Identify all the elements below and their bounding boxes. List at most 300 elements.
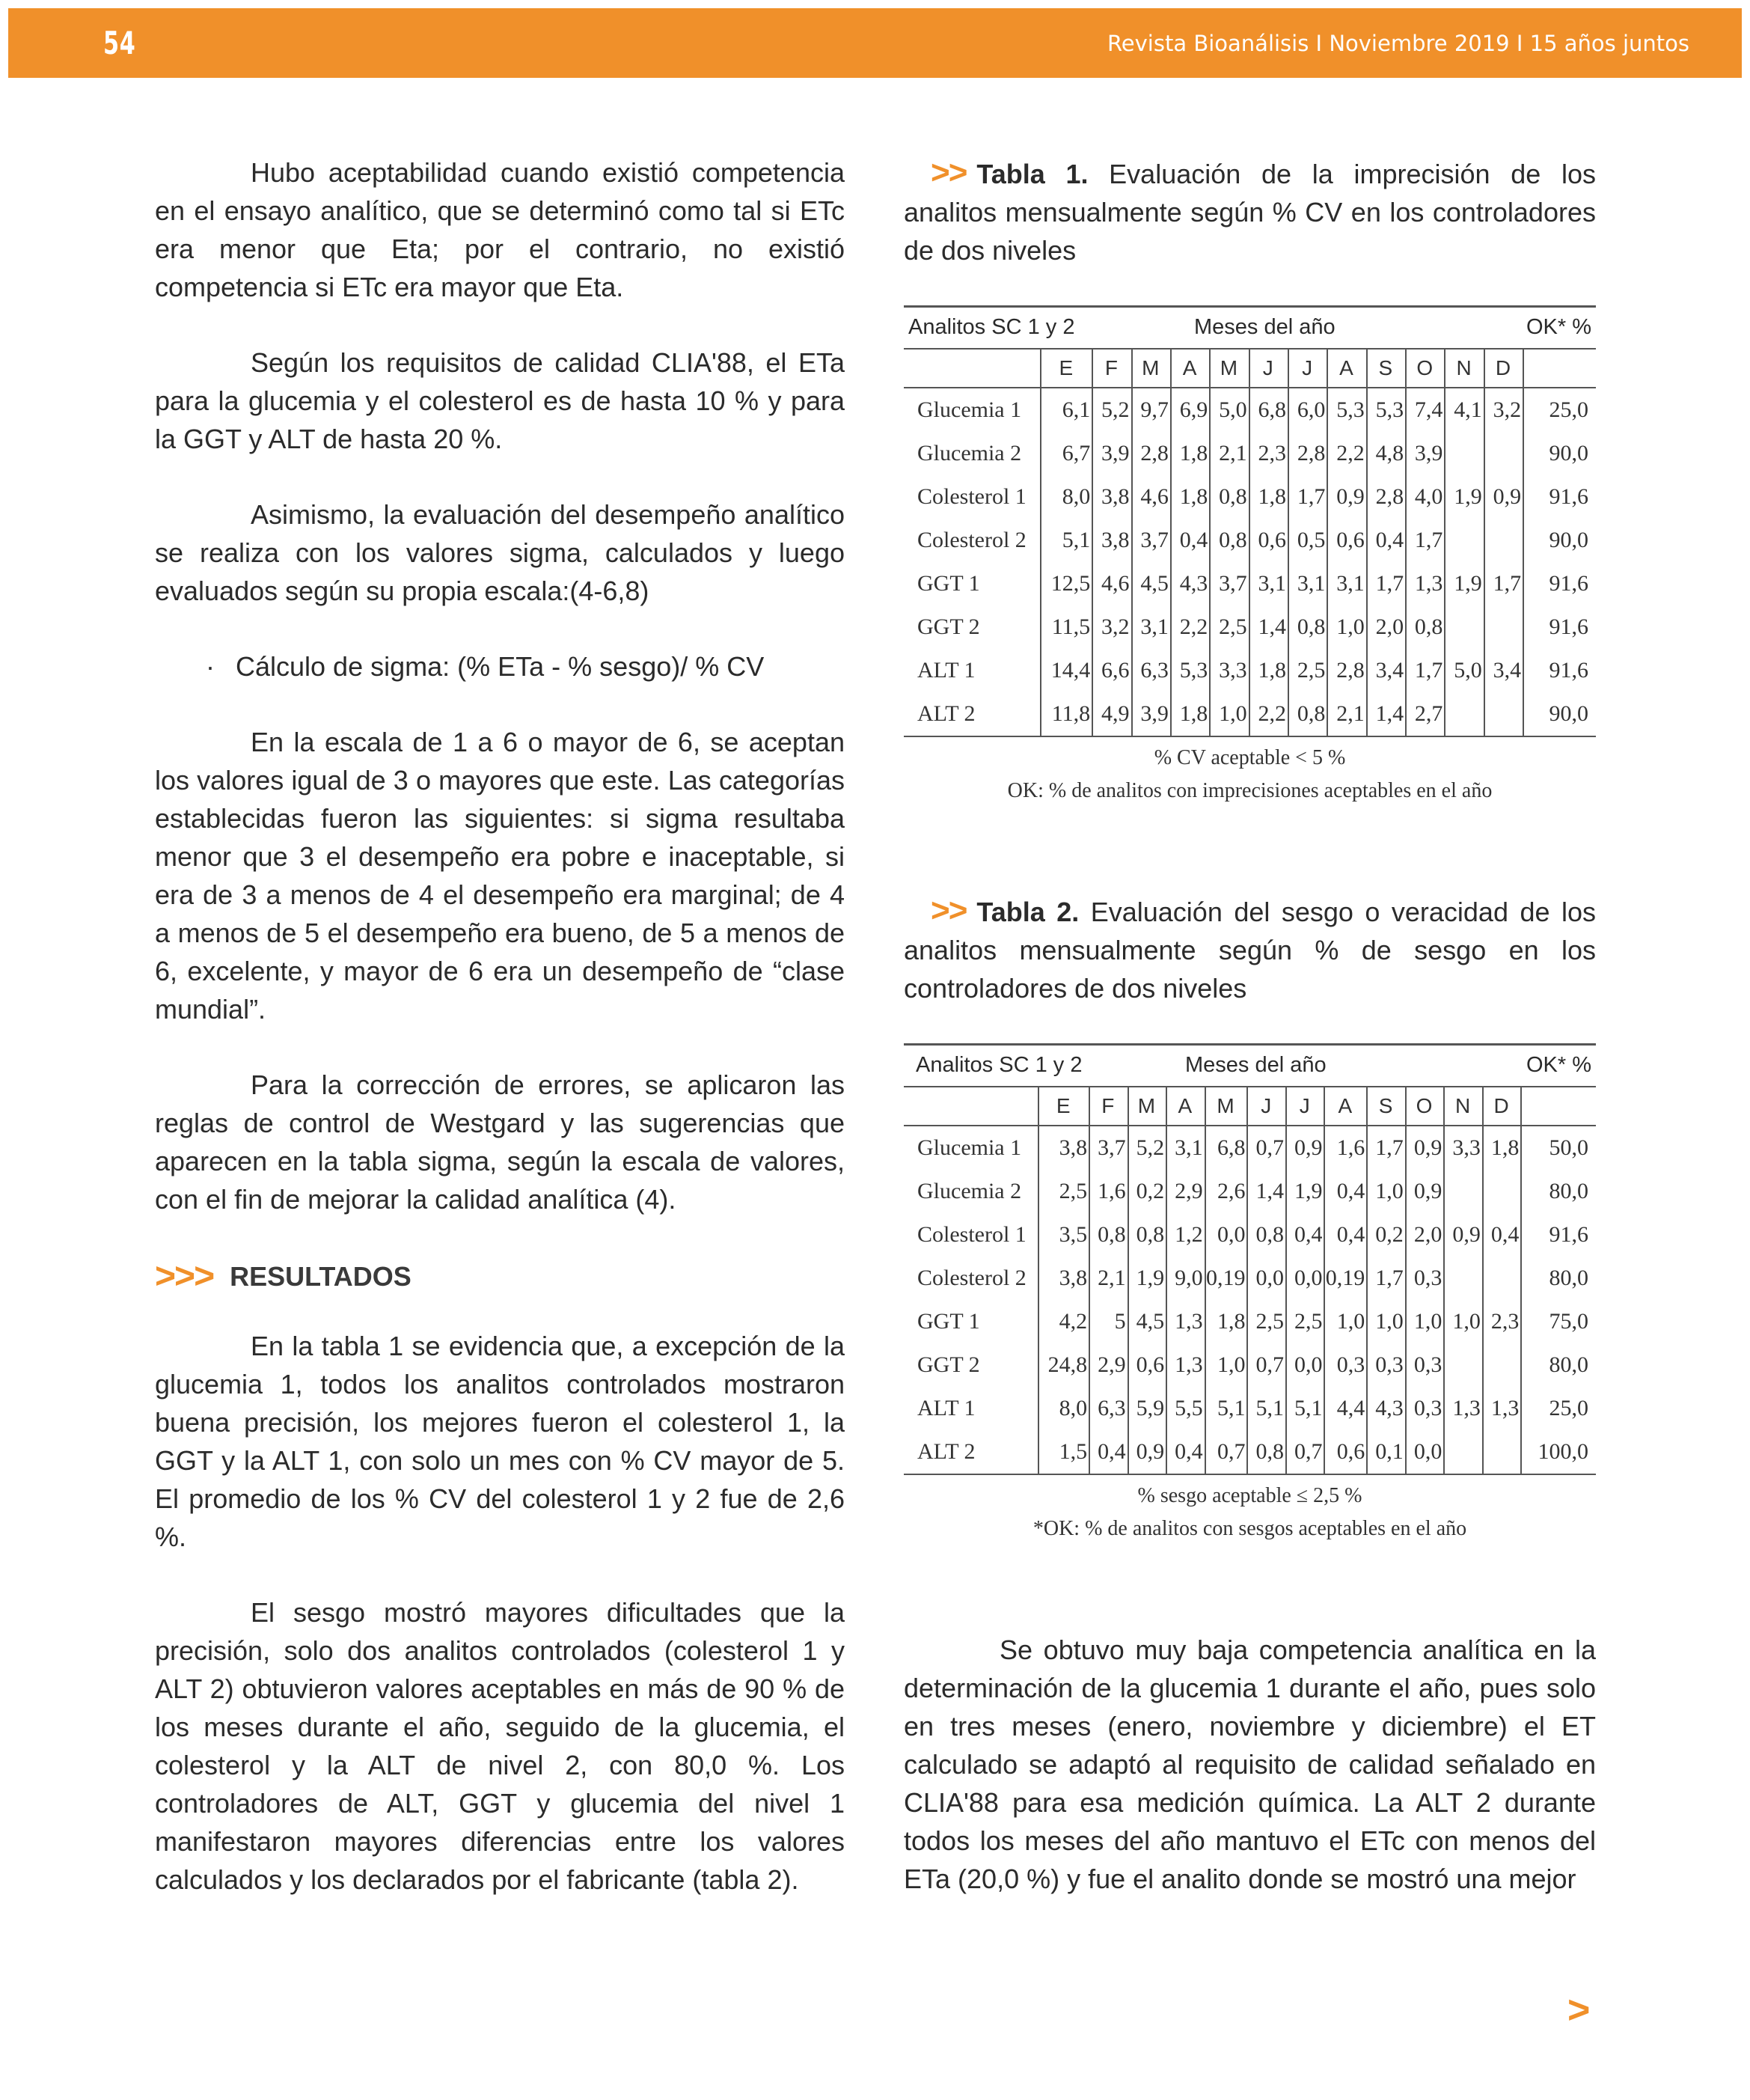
analyte-name: Colesterol 2 [917,1266,1027,1290]
month-value: 1,0 [1367,1300,1406,1343]
month-value [1484,692,1523,736]
month-value: 6,8 [1205,1126,1248,1170]
month-value: 1,2 [1166,1213,1205,1257]
month-value: 0,6 [1249,519,1288,562]
month-value: 1,0 [1406,1300,1445,1343]
month-header: E [1041,349,1092,388]
month-value: 1,7 [1406,519,1445,562]
month-value: 2,3 [1249,432,1288,475]
month-value: 5,0 [1210,388,1249,432]
month-value: 0,8 [1210,519,1249,562]
month-value: 5,9 [1128,1387,1167,1430]
ok-header-spacer [1523,349,1596,388]
month-value: 3,8 [1092,519,1131,562]
month-value: 5,1 [1286,1387,1325,1430]
right-column [904,153,1596,1935]
table1-caption-text: Evaluación de la imprecisión de los analitos mensualmente según % CV en los controladores de dos niveles [904,159,1596,266]
month-value: 5,1 [1205,1387,1248,1430]
bullet-dot: · [206,651,215,682]
month-value: 4,3 [1367,1387,1406,1430]
month-value: 0,1 [1367,1430,1406,1474]
month-value: 5,0 [1445,649,1484,692]
col-meses: Meses del año [1185,1053,1327,1077]
month-value: 1,8 [1171,475,1210,519]
paragraph: Según los requisitos de calidad CLIA'88, el ETa para la glucemia y el colesterol es de hasta 10 % y para la GGT y ALT de hasta 20 %. [155,347,845,454]
month-value: 5,3 [1171,649,1210,692]
month-header: M [1132,349,1171,388]
month-value: 6,9 [1171,388,1210,432]
section-arrows-icon: >>> [155,1257,214,1296]
month-value: 1,7 [1484,562,1523,605]
month-value: 0,4 [1089,1430,1128,1474]
analyte-name: GGT 2 [917,614,980,639]
month-value: 1,6 [1089,1170,1128,1213]
month-value: 14,4 [1041,649,1092,692]
ok-percent: 100,0 [1521,1430,1596,1474]
month-value: 6,7 [1041,432,1092,475]
table-row [904,605,1596,649]
month-value: 0,8 [1406,605,1445,649]
month-value: 5,3 [1367,388,1406,432]
month-value [1484,519,1523,562]
month-value: 6,6 [1092,649,1131,692]
month-value [1484,432,1523,475]
month-value: 1,0 [1324,1300,1367,1343]
table-row [904,1257,1596,1300]
month-value: 0,9 [1444,1213,1483,1257]
month-value: 0,0 [1406,1430,1445,1474]
month-header: J [1247,1087,1286,1126]
table1-note-cv: % CV aceptable < 5 % [1154,746,1346,769]
table-row [904,1343,1596,1387]
col-analitos: Analitos SC 1 y 2 [916,1053,1083,1077]
month-value: 1,3 [1166,1343,1205,1387]
month-header: D [1483,1087,1522,1126]
month-value: 3,8 [1038,1257,1089,1300]
month-value: 5,5 [1166,1387,1205,1430]
month-header: M [1205,1087,1248,1126]
table1 [904,305,1596,803]
month-value: 1,8 [1171,432,1210,475]
month-value: 3,7 [1089,1126,1128,1170]
month-value: 3,4 [1367,649,1406,692]
table-row [904,649,1596,692]
analyte-name: Glucemia 2 [917,1179,1022,1203]
section-title: RESULTADOS [230,1260,412,1292]
month-value: 0,4 [1483,1213,1522,1257]
col-ok: OK* % [1526,315,1591,339]
month-value: 4,6 [1092,562,1131,605]
month-value [1445,692,1484,736]
month-value: 0,0 [1205,1213,1248,1257]
ok-percent: 91,6 [1523,649,1596,692]
analyte-name: GGT 2 [917,1352,980,1377]
table1-caption [904,153,1596,269]
month-value: 3,1 [1249,562,1288,605]
ok-percent: 75,0 [1521,1300,1596,1343]
ok-percent: 80,0 [1521,1170,1596,1213]
month-value: 0,0 [1286,1257,1325,1300]
month-value: 2,2 [1249,692,1288,736]
month-header: A [1327,349,1366,388]
month-value [1445,519,1484,562]
month-value: 6,1 [1041,388,1092,432]
month-value: 4,6 [1132,475,1171,519]
month-header: M [1210,349,1249,388]
paragraph: El sesgo mostró mayores dificultades que la precisión, solo dos analitos controlados (colesterol 1 y ALT 2) obtuvieron valores aceptables en más de 90 % de los meses durante el año, seguido de la glucemia, el colesterol y la ALT de nivel 2, con 80,0 %. Los controladores de ALT, GGT y glucemia del nivel 1 manifestaron mayores diferencias entre los valores calculados y los declarados por el fabricante (tabla 2). [155,1597,845,1895]
col-ok: OK* % [1526,1053,1591,1077]
caption-arrows-icon: >> [931,154,967,191]
month-value: 0,7 [1286,1430,1325,1474]
analyte-name: ALT 2 [904,692,1041,736]
month-value: 0,9 [1406,1170,1445,1213]
month-value: 2,8 [1132,432,1171,475]
table-row [904,1213,1596,1257]
ok-percent: 91,6 [1523,475,1596,519]
month-value: 3,1 [1288,562,1327,605]
month-value [1444,1257,1483,1300]
table1-grid [904,348,1596,737]
month-value: 2,2 [1171,605,1210,649]
analyte-name: Colesterol 1 [917,484,1027,509]
month-value: 2,0 [1406,1213,1445,1257]
month-value: 0,9 [1406,1126,1445,1170]
analyte-name: Colesterol 2 [917,528,1027,552]
table2-caption [904,891,1596,1007]
month-value [1483,1170,1522,1213]
month-value: 2,5 [1038,1170,1089,1213]
month-value: 9,0 [1166,1257,1205,1300]
month-header: E [1038,1087,1089,1126]
month-header: O [1406,349,1445,388]
month-value: 1,9 [1128,1257,1167,1300]
month-value: 1,4 [1247,1170,1286,1213]
page-number: 54 [103,25,136,61]
month-value: 0,9 [1484,475,1523,519]
month-value: 5 [1089,1300,1128,1343]
month-value: 0,0 [1247,1257,1286,1300]
month-header: N [1444,1087,1483,1126]
month-value: 0,8 [1247,1213,1286,1257]
month-value: 0,3 [1324,1343,1367,1387]
month-value: 6,3 [1132,649,1171,692]
analyte-name: Glucemia 2 [917,441,1022,466]
analyte-name: ALT 2 [904,1430,1038,1474]
journal-title: Revista Bioanálisis I Noviembre 2019 I 15 años juntos [1107,31,1689,56]
month-value: 3,2 [1092,605,1131,649]
month-value: 0,4 [1166,1430,1205,1474]
month-header: A [1166,1087,1205,1126]
month-value: 0,5 [1288,519,1327,562]
month-header: F [1089,1087,1128,1126]
month-value: 2,8 [1288,432,1327,475]
table-row [904,1387,1596,1430]
month-value: 3,3 [1210,649,1249,692]
month-value: 0,4 [1324,1170,1367,1213]
month-value: 3,9 [1406,432,1445,475]
month-value: 0,4 [1286,1213,1325,1257]
month-value: 1,6 [1324,1126,1367,1170]
month-header: S [1367,349,1406,388]
month-header: D [1484,349,1523,388]
month-value: 0,8 [1210,475,1249,519]
analyte-name: Glucemia 1 [917,1135,1022,1160]
left-column [155,153,845,1936]
caption-arrows-icon: >> [931,892,967,929]
month-value: 0,4 [1171,519,1210,562]
month-value: 4,3 [1171,562,1210,605]
bullet-text: Cálculo de sigma: (% ETa - % sesgo)/ % CV [236,651,765,682]
month-value: 1,0 [1327,605,1366,649]
month-value: 1,9 [1445,475,1484,519]
ok-percent: 50,0 [1521,1126,1596,1170]
month-value: 2,1 [1327,692,1366,736]
table1-label: Tabla 1. [976,159,1089,189]
table-row [904,519,1596,562]
month-value: 1,3 [1166,1300,1205,1343]
analyte-name: ALT 1 [917,658,976,683]
month-value: 3,8 [1038,1126,1089,1170]
month-value: 0,6 [1324,1430,1367,1474]
month-value: 0,8 [1247,1430,1286,1474]
month-value: 0,7 [1247,1343,1286,1387]
month-value [1483,1343,1522,1387]
month-value: 0,8 [1089,1213,1128,1257]
month-value: 8,0 [1041,475,1092,519]
month-value: 5,2 [1128,1126,1167,1170]
month-value: 5,1 [1041,519,1092,562]
table-row [904,1430,1596,1474]
month-value: 0,7 [1205,1430,1248,1474]
table2-note-sesgo: % sesgo aceptable ≤ 2,5 % [1137,1484,1362,1507]
month-value: 0,0 [1286,1343,1325,1387]
month-value: 0,8 [1288,692,1327,736]
month-value: 1,0 [1367,1170,1406,1213]
month-value: 1,8 [1249,475,1288,519]
month-value: 4,5 [1132,562,1171,605]
table-row [904,1300,1596,1343]
month-value: 0,6 [1128,1343,1167,1387]
ok-percent: 90,0 [1523,519,1596,562]
month-value: 2,5 [1288,649,1327,692]
months-row-spacer [904,1087,1038,1126]
month-value: 0,9 [1327,475,1366,519]
month-value: 1,8 [1483,1126,1522,1170]
month-value: 2,1 [1210,432,1249,475]
paragraph: Para la corrección de errores, se aplicaron las reglas de control de Westgard y las sugerencias que aparecen en la tabla sigma, según la escala de valores, con el fin de mejorar la calidad analítica (4). [155,1069,845,1215]
month-value: 2,9 [1089,1343,1128,1387]
month-value: 2,5 [1286,1300,1325,1343]
month-value: 0,9 [1128,1430,1167,1474]
month-value: 3,9 [1132,692,1171,736]
month-header: F [1092,349,1131,388]
month-value: 4,8 [1367,432,1406,475]
analyte-name: Glucemia 1 [917,397,1022,422]
month-value: 11,5 [1041,605,1092,649]
month-value [1445,432,1484,475]
formula-bullet [155,647,845,686]
month-value: 0,3 [1406,1387,1445,1430]
col-analitos: Analitos SC 1 y 2 [908,315,1075,339]
month-value: 4,0 [1406,475,1445,519]
month-value: 3,4 [1484,649,1523,692]
month-header: N [1445,349,1484,388]
ok-percent: 25,0 [1521,1387,1596,1430]
month-value: 4,5 [1128,1300,1167,1343]
month-value: 2,1 [1089,1257,1128,1300]
ok-percent: 25,0 [1523,388,1596,432]
month-value: 1,7 [1367,562,1406,605]
month-value: 1,7 [1367,1257,1406,1300]
ok-header-spacer [1521,1087,1596,1126]
month-value: 2,0 [1367,605,1406,649]
month-header: M [1128,1087,1167,1126]
month-value: 2,8 [1367,475,1406,519]
col-meses: Meses del año [1194,315,1336,339]
month-value: 0,2 [1367,1213,1406,1257]
table2-header [904,1046,1596,1086]
month-header: J [1286,1087,1325,1126]
month-value: 1,9 [1445,562,1484,605]
month-value: 4,2 [1038,1300,1089,1343]
month-value: 3,2 [1484,388,1523,432]
month-value: 1,8 [1249,649,1288,692]
month-value: 0,8 [1288,605,1327,649]
paragraph: Asimismo, la evaluación del desempeño analítico se realiza con los valores sigma, calculados y luego evaluados según su propia escala:(4-6,8) [155,499,845,606]
month-value: 2,9 [1166,1170,1205,1213]
table2-note-ok: *OK: % de analitos con sesgos aceptables en el año [1032,1517,1467,1540]
month-value [1444,1170,1483,1213]
paragraph: Se obtuvo muy baja competencia analítica en la determinación de la glucemia 1 durante el año, pues solo en tres meses (enero, noviembre y diciembre) el ET calculado se adaptó al requisito de calidad señalado en CLIA'88 para esa medición química. La ALT 2 durante todos los meses del año mantuvo el ETc con menos del ETa (20,0 %) y fue el analito donde se mostró una mejor [904,1634,1596,1894]
month-value: 2,3 [1483,1300,1522,1343]
paragraph: En la escala de 1 a 6 o mayor de 6, se aceptan los valores igual de 3 o mayores que este. Las categorías establecidas fueron las siguientes: si sigma resultaba menor que 3 el desempeño era pobre e inaceptable, si era de 3 a menos de 4 el desempeño era marginal; de 4 a menos de 5 el desempeño era bueno, de 5 a menos de 6, excelente, y mayor de 6 era un desempeño de “clase mundial”. [155,727,845,1025]
month-value: 3,1 [1327,562,1366,605]
month-value: 0,19 [1324,1257,1367,1300]
month-value: 1,7 [1406,649,1445,692]
month-value: 1,9 [1286,1170,1325,1213]
month-value: 1,3 [1406,562,1445,605]
month-value: 2,7 [1406,692,1445,736]
month-value: 11,8 [1041,692,1092,736]
table1-note-ok: OK: % de analitos con imprecisiones aceptables en el año [1007,779,1493,802]
month-value: 8,0 [1038,1387,1089,1430]
month-value: 3,9 [1092,432,1131,475]
month-value: 2,8 [1327,649,1366,692]
month-value: 0,3 [1367,1343,1406,1387]
ok-percent: 80,0 [1521,1343,1596,1387]
month-value: 5,3 [1327,388,1366,432]
month-value: 0,3 [1406,1257,1445,1300]
month-value: 2,2 [1327,432,1366,475]
month-value: 4,4 [1324,1387,1367,1430]
month-value: 5,2 [1092,388,1131,432]
table-row [904,562,1596,605]
month-header: S [1367,1087,1406,1126]
analyte-name: GGT 1 [917,571,980,596]
month-value: 1,0 [1444,1300,1483,1343]
table-row [904,432,1596,475]
month-value: 2,5 [1210,605,1249,649]
ok-percent: 91,6 [1523,562,1596,605]
month-value: 6,3 [1089,1387,1128,1430]
table-row [904,1126,1596,1170]
month-value: 0,19 [1205,1257,1248,1300]
month-value: 3,5 [1038,1213,1089,1257]
month-value: 24,8 [1038,1343,1089,1387]
page-header [8,8,1742,78]
month-value: 6,8 [1249,388,1288,432]
month-value: 0,4 [1324,1213,1367,1257]
month-value: 4,9 [1092,692,1131,736]
month-value: 1,3 [1483,1387,1522,1430]
month-value: 1,7 [1367,1126,1406,1170]
month-value: 3,7 [1210,562,1249,605]
month-value: 0,7 [1247,1126,1286,1170]
table-row [904,1170,1596,1213]
month-value: 0,2 [1128,1170,1167,1213]
table1-header [904,308,1596,348]
next-page-arrow-icon: > [1567,1988,1591,2032]
analyte-name: ALT 1 [917,1396,976,1420]
month-value: 0,6 [1327,519,1366,562]
month-value: 1,4 [1367,692,1406,736]
month-value [1483,1430,1522,1474]
month-value: 3,1 [1166,1126,1205,1170]
month-value: 3,1 [1132,605,1171,649]
month-value [1484,605,1523,649]
paragraph: Hubo aceptabilidad cuando existió competencia en el ensayo analítico, que se determinó como tal si ETc era menor que Eta; por el contrario, no existió competencia si ETc era mayor que Eta. [155,157,845,302]
months-row-spacer [904,349,1041,388]
month-value: 4,1 [1445,388,1484,432]
month-value: 9,7 [1132,388,1171,432]
table-row [904,388,1596,432]
month-value: 1,8 [1171,692,1210,736]
month-value: 3,8 [1092,475,1131,519]
month-value: 2,5 [1247,1300,1286,1343]
ok-percent: 91,6 [1521,1213,1596,1257]
month-value [1445,605,1484,649]
months-row [904,1087,1596,1126]
ok-percent: 80,0 [1521,1257,1596,1300]
month-value: 12,5 [1041,562,1092,605]
month-value [1444,1343,1483,1387]
month-value: 0,8 [1128,1213,1167,1257]
ok-percent: 90,0 [1523,432,1596,475]
month-value [1444,1430,1483,1474]
month-value: 5,1 [1247,1387,1286,1430]
month-value: 6,0 [1288,388,1327,432]
month-value: 2,6 [1205,1170,1248,1213]
section-heading [155,1256,845,1297]
month-value: 3,3 [1444,1126,1483,1170]
month-header: A [1324,1087,1367,1126]
paragraph: En la tabla 1 se evidencia que, a excepción de la glucemia 1, todos los analitos controlados mostraron buena precisión, los mejores fueron el colesterol 1, la GGT y la ALT 1, con solo un mes con % CV mayor de 5. El promedio de los % CV del colesterol 1 y 2 fue de 2,6 %. [155,1331,845,1552]
month-value: 0,4 [1367,519,1406,562]
table2-grid [904,1086,1596,1475]
analyte-name: Colesterol 1 [917,1222,1027,1247]
month-value: 1,0 [1210,692,1249,736]
month-header: J [1288,349,1327,388]
table-row [904,692,1596,736]
months-row [904,349,1596,388]
ok-percent: 90,0 [1523,692,1596,736]
table-row [904,475,1596,519]
month-value: 1,4 [1249,605,1288,649]
month-value: 1,3 [1444,1387,1483,1430]
month-value: 7,4 [1406,388,1445,432]
month-value: 1,7 [1288,475,1327,519]
month-value: 0,3 [1406,1343,1445,1387]
